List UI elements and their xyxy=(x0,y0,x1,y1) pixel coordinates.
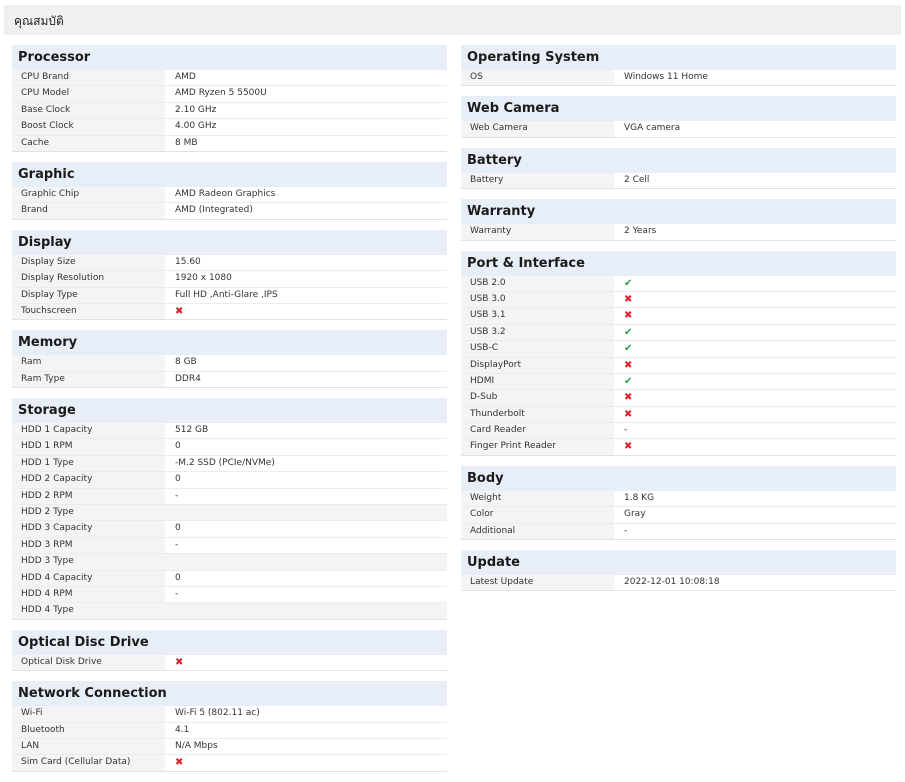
spec-label: CPU Brand xyxy=(12,70,165,85)
spec-label: Thunderbolt xyxy=(461,407,614,422)
section-title: Web Camera xyxy=(461,96,896,121)
spec-column-left xyxy=(12,45,447,782)
spec-label: Color xyxy=(461,507,614,522)
spec-row-hdd-2-rpm xyxy=(12,489,447,505)
spec-row-usb-c xyxy=(461,341,896,357)
spec-value: AMD Ryzen 5 5500U xyxy=(175,88,267,99)
spec-label: Cache xyxy=(12,136,165,151)
spec-label: DisplayPort xyxy=(461,358,614,373)
section-title: Operating System xyxy=(461,45,896,70)
spec-label: HDD 3 RPM xyxy=(12,538,165,553)
spec-value: AMD xyxy=(175,72,196,82)
spec-label: USB 3.0 xyxy=(461,292,614,307)
spec-value: Gray xyxy=(624,509,646,520)
section-title: Display xyxy=(12,230,447,255)
spec-value: 4.00 GHz xyxy=(175,121,217,132)
spec-row-additional xyxy=(461,524,896,540)
spec-row-ram-type xyxy=(12,372,447,388)
section-body xyxy=(461,466,896,540)
spec-label: Optical Disk Drive xyxy=(12,655,165,670)
section-title: Optical Disc Drive xyxy=(12,630,447,655)
spec-value xyxy=(165,554,447,569)
spec-row-d-sub xyxy=(461,390,896,406)
spec-row-brand xyxy=(12,203,447,219)
cross-icon: ✖ xyxy=(175,305,184,317)
section-warranty xyxy=(461,199,896,240)
spec-value: -M.2 SSD (PCIe/NVMe) xyxy=(175,457,275,468)
spec-row-sim-card-cellular-data xyxy=(12,755,447,771)
spec-row-optical-disk-drive xyxy=(12,655,447,671)
spec-value: 0 xyxy=(175,572,181,583)
spec-value xyxy=(614,374,896,389)
cross-icon: ✖ xyxy=(624,441,633,453)
spec-value: 4.1 xyxy=(175,724,190,735)
spec-row-os xyxy=(461,70,896,86)
spec-label: Graphic Chip xyxy=(12,187,165,202)
spec-value: Windows 11 Home xyxy=(624,72,708,82)
spec-value xyxy=(614,292,896,307)
page-title: คุณสมบัติ xyxy=(14,14,64,28)
spec-row-hdd-3-rpm xyxy=(12,538,447,554)
section-web-camera xyxy=(461,96,896,137)
spec-label: Base Clock xyxy=(12,103,165,118)
check-icon: ✔ xyxy=(624,326,633,338)
spec-row-usb-3-0 xyxy=(461,292,896,308)
spec-value: 512 GB xyxy=(175,425,209,436)
spec-label: Warranty xyxy=(461,224,614,239)
spec-value xyxy=(165,655,447,670)
spec-value: 2.10 GHz xyxy=(175,104,217,115)
spec-row-display-size xyxy=(12,255,447,271)
section-title: Update xyxy=(461,550,896,575)
section-title: Processor xyxy=(12,45,447,70)
section-memory xyxy=(12,330,447,388)
spec-value: - xyxy=(175,490,179,501)
spec-value: 0 xyxy=(175,523,181,534)
spec-row-latest-update xyxy=(461,575,896,591)
spec-label: Card Reader xyxy=(461,423,614,438)
spec-label: Sim Card (Cellular Data) xyxy=(12,755,165,770)
spec-label: Ram Type xyxy=(12,372,165,387)
spec-value: 2022-12-01 10:08:18 xyxy=(624,577,720,588)
spec-value: 8 MB xyxy=(175,137,198,148)
cross-icon: ✖ xyxy=(624,359,633,371)
spec-row-hdd-2-capacity xyxy=(12,472,447,488)
spec-label: Weight xyxy=(461,491,614,506)
spec-value: Full HD ,Anti-Glare ,IPS xyxy=(175,289,278,300)
spec-label: LAN xyxy=(12,739,165,754)
spec-value xyxy=(614,325,896,340)
cross-icon: ✖ xyxy=(624,293,633,305)
spec-label: HDD 2 Capacity xyxy=(12,472,165,487)
spec-row-hdmi xyxy=(461,374,896,390)
section-title: Graphic xyxy=(12,162,447,187)
spec-row-bluetooth xyxy=(12,723,447,739)
spec-label: HDMI xyxy=(461,374,614,389)
page-header xyxy=(4,5,901,35)
spec-value: - xyxy=(624,525,628,536)
spec-value xyxy=(614,341,896,356)
spec-value xyxy=(614,390,896,405)
spec-label: HDD 4 RPM xyxy=(12,587,165,602)
section-optical-disc-drive xyxy=(12,630,447,671)
section-graphic xyxy=(12,162,447,220)
spec-value: DDR4 xyxy=(175,373,201,384)
section-operating-system xyxy=(461,45,896,86)
spec-value: 15.60 xyxy=(175,256,201,267)
spec-row-hdd-2-type xyxy=(12,505,447,521)
spec-label: HDD 4 Type xyxy=(12,603,165,618)
spec-value: - xyxy=(624,425,628,436)
spec-row-usb-3-2 xyxy=(461,325,896,341)
spec-row-hdd-4-rpm xyxy=(12,587,447,603)
spec-row-hdd-4-capacity xyxy=(12,571,447,587)
cross-icon: ✖ xyxy=(624,392,633,404)
spec-value xyxy=(165,603,447,618)
spec-row-lan xyxy=(12,739,447,755)
spec-value xyxy=(614,407,896,422)
section-title: Storage xyxy=(12,398,447,423)
section-network-connection xyxy=(12,681,447,772)
spec-label: Display Resolution xyxy=(12,271,165,286)
spec-row-graphic-chip xyxy=(12,187,447,203)
spec-row-usb-2-0 xyxy=(461,276,896,292)
spec-row-displayport xyxy=(461,358,896,374)
spec-label: HDD 2 Type xyxy=(12,505,165,520)
spec-row-thunderbolt xyxy=(461,407,896,423)
spec-label: HDD 1 RPM xyxy=(12,439,165,454)
spec-value: 8 GB xyxy=(175,357,197,368)
spec-row-touchscreen xyxy=(12,304,447,320)
spec-value: 2 Cell xyxy=(624,174,650,185)
section-battery xyxy=(461,148,896,189)
spec-row-cpu-brand xyxy=(12,70,447,86)
check-icon: ✔ xyxy=(624,343,633,355)
spec-label: Bluetooth xyxy=(12,723,165,738)
spec-row-hdd-4-type xyxy=(12,603,447,619)
spec-row-usb-3-1 xyxy=(461,308,896,324)
spec-label: Wi-Fi xyxy=(12,706,165,721)
spec-value xyxy=(614,308,896,323)
section-title: Port & Interface xyxy=(461,251,896,276)
spec-value: 2 Years xyxy=(624,226,657,237)
spec-row-cache xyxy=(12,136,447,152)
spec-label: Boost Clock xyxy=(12,119,165,134)
spec-label: Touchscreen xyxy=(12,304,165,319)
spec-value: VGA camera xyxy=(624,123,681,134)
section-title: Battery xyxy=(461,148,896,173)
spec-value: 0 xyxy=(175,474,181,485)
spec-label: HDD 3 Type xyxy=(12,554,165,569)
spec-value xyxy=(614,358,896,373)
spec-label: D-Sub xyxy=(461,390,614,405)
spec-label: HDD 3 Capacity xyxy=(12,521,165,536)
cross-icon: ✖ xyxy=(624,408,633,420)
spec-label: Ram xyxy=(12,355,165,370)
spec-value: AMD (Integrated) xyxy=(175,205,253,216)
spec-row-weight xyxy=(461,491,896,507)
cross-icon: ✖ xyxy=(175,656,184,668)
spec-value xyxy=(165,755,447,770)
cross-icon: ✖ xyxy=(624,310,633,322)
spec-row-boost-clock xyxy=(12,119,447,135)
spec-value xyxy=(614,439,896,454)
spec-label: HDD 1 Capacity xyxy=(12,423,165,438)
spec-row-display-type xyxy=(12,288,447,304)
spec-value xyxy=(165,505,447,520)
section-display xyxy=(12,230,447,321)
section-processor xyxy=(12,45,447,152)
spec-label: OS xyxy=(461,70,614,85)
spec-label: Display Type xyxy=(12,288,165,303)
section-port-interface xyxy=(461,251,896,456)
spec-row-cpu-model xyxy=(12,86,447,102)
spec-row-base-clock xyxy=(12,103,447,119)
spec-row-ram xyxy=(12,355,447,371)
section-title: Body xyxy=(461,466,896,491)
cross-icon: ✖ xyxy=(175,757,184,769)
spec-value xyxy=(165,304,447,319)
spec-row-finger-print-reader xyxy=(461,439,896,455)
spec-row-hdd-3-capacity xyxy=(12,521,447,537)
spec-row-display-resolution xyxy=(12,271,447,287)
spec-row-hdd-1-capacity xyxy=(12,423,447,439)
spec-value: - xyxy=(175,539,179,550)
spec-row-hdd-3-type xyxy=(12,554,447,570)
spec-label: HDD 2 RPM xyxy=(12,489,165,504)
spec-value: 1.8 KG xyxy=(624,492,655,503)
spec-label: USB-C xyxy=(461,341,614,356)
spec-value: 1920 x 1080 xyxy=(175,273,232,284)
section-title: Network Connection xyxy=(12,681,447,706)
spec-row-wi-fi xyxy=(12,706,447,722)
spec-row-warranty xyxy=(461,224,896,240)
check-icon: ✔ xyxy=(624,277,633,289)
spec-row-hdd-1-type xyxy=(12,456,447,472)
spec-column-right xyxy=(461,45,896,601)
section-storage xyxy=(12,398,447,620)
spec-value: 0 xyxy=(175,441,181,452)
spec-label: HDD 4 Capacity xyxy=(12,571,165,586)
spec-label: Brand xyxy=(12,203,165,218)
spec-label: USB 2.0 xyxy=(461,276,614,291)
spec-value: AMD Radeon Graphics xyxy=(175,188,276,199)
spec-label: HDD 1 Type xyxy=(12,456,165,471)
spec-row-color xyxy=(461,507,896,523)
spec-label: Additional xyxy=(461,524,614,539)
spec-value: - xyxy=(175,588,179,599)
spec-label: Finger Print Reader xyxy=(461,439,614,454)
check-icon: ✔ xyxy=(624,375,633,387)
spec-label: USB 3.1 xyxy=(461,308,614,323)
spec-label: CPU Model xyxy=(12,86,165,101)
spec-value: N/A Mbps xyxy=(175,740,218,751)
spec-label: Latest Update xyxy=(461,575,614,590)
spec-value xyxy=(614,276,896,291)
spec-label: Battery xyxy=(461,173,614,188)
spec-value: Wi-Fi 5 (802.11 ac) xyxy=(175,708,260,719)
spec-label: Web Camera xyxy=(461,121,614,136)
spec-row-card-reader xyxy=(461,423,896,439)
spec-row-web-camera xyxy=(461,121,896,137)
spec-label: Display Size xyxy=(12,255,165,270)
section-title: Memory xyxy=(12,330,447,355)
spec-label: USB 3.2 xyxy=(461,325,614,340)
section-title: Warranty xyxy=(461,199,896,224)
spec-row-hdd-1-rpm xyxy=(12,439,447,455)
section-update xyxy=(461,550,896,591)
spec-row-battery xyxy=(461,173,896,189)
